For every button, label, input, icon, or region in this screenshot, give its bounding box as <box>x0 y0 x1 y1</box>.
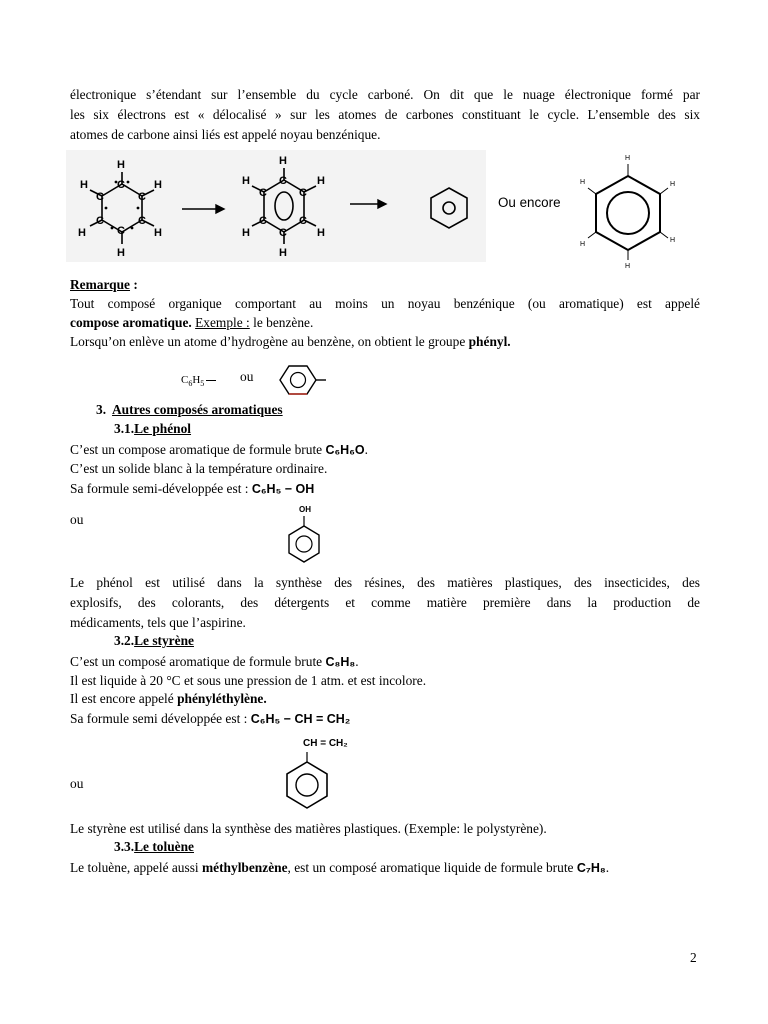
phenyl-ou: ou <box>240 369 254 384</box>
svg-text:C: C <box>138 215 146 227</box>
styrene-chain-label: CH = CH₂ <box>303 738 348 749</box>
phenol-line-2: C’est un solide blanc à la température ordinaire. <box>70 461 328 476</box>
section-3-heading: 3. Autres composés aromatiques <box>96 402 283 417</box>
svg-text:C: C <box>117 225 125 237</box>
svg-text:H: H <box>279 155 287 167</box>
phenol-line-1: C’est un compose aromatique de formule brute C₆H₆O. <box>70 442 368 457</box>
styrene-ou: ou <box>70 776 84 791</box>
svg-text:H: H <box>117 247 125 259</box>
svg-text:C: C <box>279 175 287 187</box>
page-number: 2 <box>690 950 697 965</box>
styrene-usage: Le styrène est utilisé dans la synthèse des matières plastiques. (Exemple: le polystyrène). <box>70 821 547 836</box>
toluene-heading: 3.3.Le toluène <box>114 839 194 854</box>
svg-text:C: C <box>96 191 104 203</box>
phenol-usage-line-2: explosifs, des colorants, des détergents et comme matière première dans la production de <box>70 595 700 610</box>
phenyl-ring-icon <box>276 362 334 398</box>
styrene-line-1: C’est un composé aromatique de formule brute C₈H₈. <box>70 654 359 669</box>
toluene-line: Le toluène, appelé aussi méthylbenzène, est un composé aromatique liquide de formule brute C₇H₈. <box>70 860 610 875</box>
svg-text:H: H <box>580 179 586 186</box>
svg-text:H: H <box>242 175 250 187</box>
svg-text:H: H <box>580 241 586 248</box>
styrene-line-3: Il est encore appelé phényléthylène. <box>70 691 267 706</box>
remarque-line-2: compose aromatique. Exemple : le benzène. <box>70 315 314 330</box>
intro-line-2: les six électrons est « délocalisé » sur les atomes de carbones constituant le cycle. L’ensemble des six <box>70 107 700 122</box>
svg-text:H: H <box>625 263 631 270</box>
svg-text:H: H <box>279 247 287 259</box>
benzene-ring-with-hydrogens <box>588 164 668 260</box>
phenyl-formula: $C_6H_5$ <box>181 374 216 388</box>
remarque-line-3: Lorsqu’on enlève un atome d’hydrogène au benzène, on obtient le groupe phényl. <box>70 334 511 349</box>
remarque-heading: Remarque : <box>70 277 138 292</box>
styrene-heading: 3.2.Le styrène <box>114 633 194 648</box>
phenol-structure-icon <box>280 502 330 564</box>
svg-text:C: C <box>259 215 267 227</box>
phenol-heading: 3.1.Le phénol <box>114 421 192 436</box>
phenol-usage-line-3: médicaments, tels que l’aspirine. <box>70 615 246 630</box>
svg-text:H: H <box>670 181 676 188</box>
svg-text:C: C <box>117 179 125 191</box>
phenol-usage-line-1: Le phénol est utilisé dans la synthèse des résines, des matières plastiques, des insecticides, des <box>70 575 700 590</box>
styrene-line-2: Il est liquide à 20 °C et sous une pression de 1 atm. et est incolore. <box>70 673 427 688</box>
svg-text:H: H <box>78 227 86 239</box>
intro-line-3: atomes de carbone ainsi liés est appelé noyau benzénique. <box>70 127 381 142</box>
svg-text:C: C <box>259 187 267 199</box>
ou-encore-text: Ou encore <box>498 195 561 210</box>
svg-text:H: H <box>317 227 325 239</box>
svg-text:H: H <box>154 227 162 239</box>
svg-text:C: C <box>299 187 307 199</box>
svg-text:H: H <box>625 155 631 162</box>
svg-text:H: H <box>117 159 125 171</box>
styrene-line-4: Sa formule semi développée est : C₆H₅ − CH = CH₂ <box>70 711 351 726</box>
svg-text:H: H <box>670 237 676 244</box>
phenol-ou: ou <box>70 512 84 527</box>
svg-text:H: H <box>317 175 325 187</box>
benzene-structures-figure <box>66 150 700 272</box>
phenol-line-3: Sa formule semi-développée est : C₆H₅ − OH <box>70 481 315 496</box>
svg-text:OH: OH <box>299 505 311 514</box>
remarque-line-1: Tout composé organique comportant au moins un noyau benzénique (ou aromatique) est appelé <box>70 296 700 311</box>
svg-text:C: C <box>138 191 146 203</box>
svg-text:H: H <box>242 227 250 239</box>
svg-text:C: C <box>96 215 104 227</box>
styrene-structure-icon <box>280 750 334 812</box>
svg-text:C: C <box>279 227 287 239</box>
intro-line-1: électronique s’étendant sur l’ensemble du cycle carboné. On dit que le nuage électronique formé par <box>70 87 700 102</box>
svg-text:H: H <box>80 179 88 191</box>
svg-text:C: C <box>299 215 307 227</box>
svg-text:H: H <box>154 179 162 191</box>
